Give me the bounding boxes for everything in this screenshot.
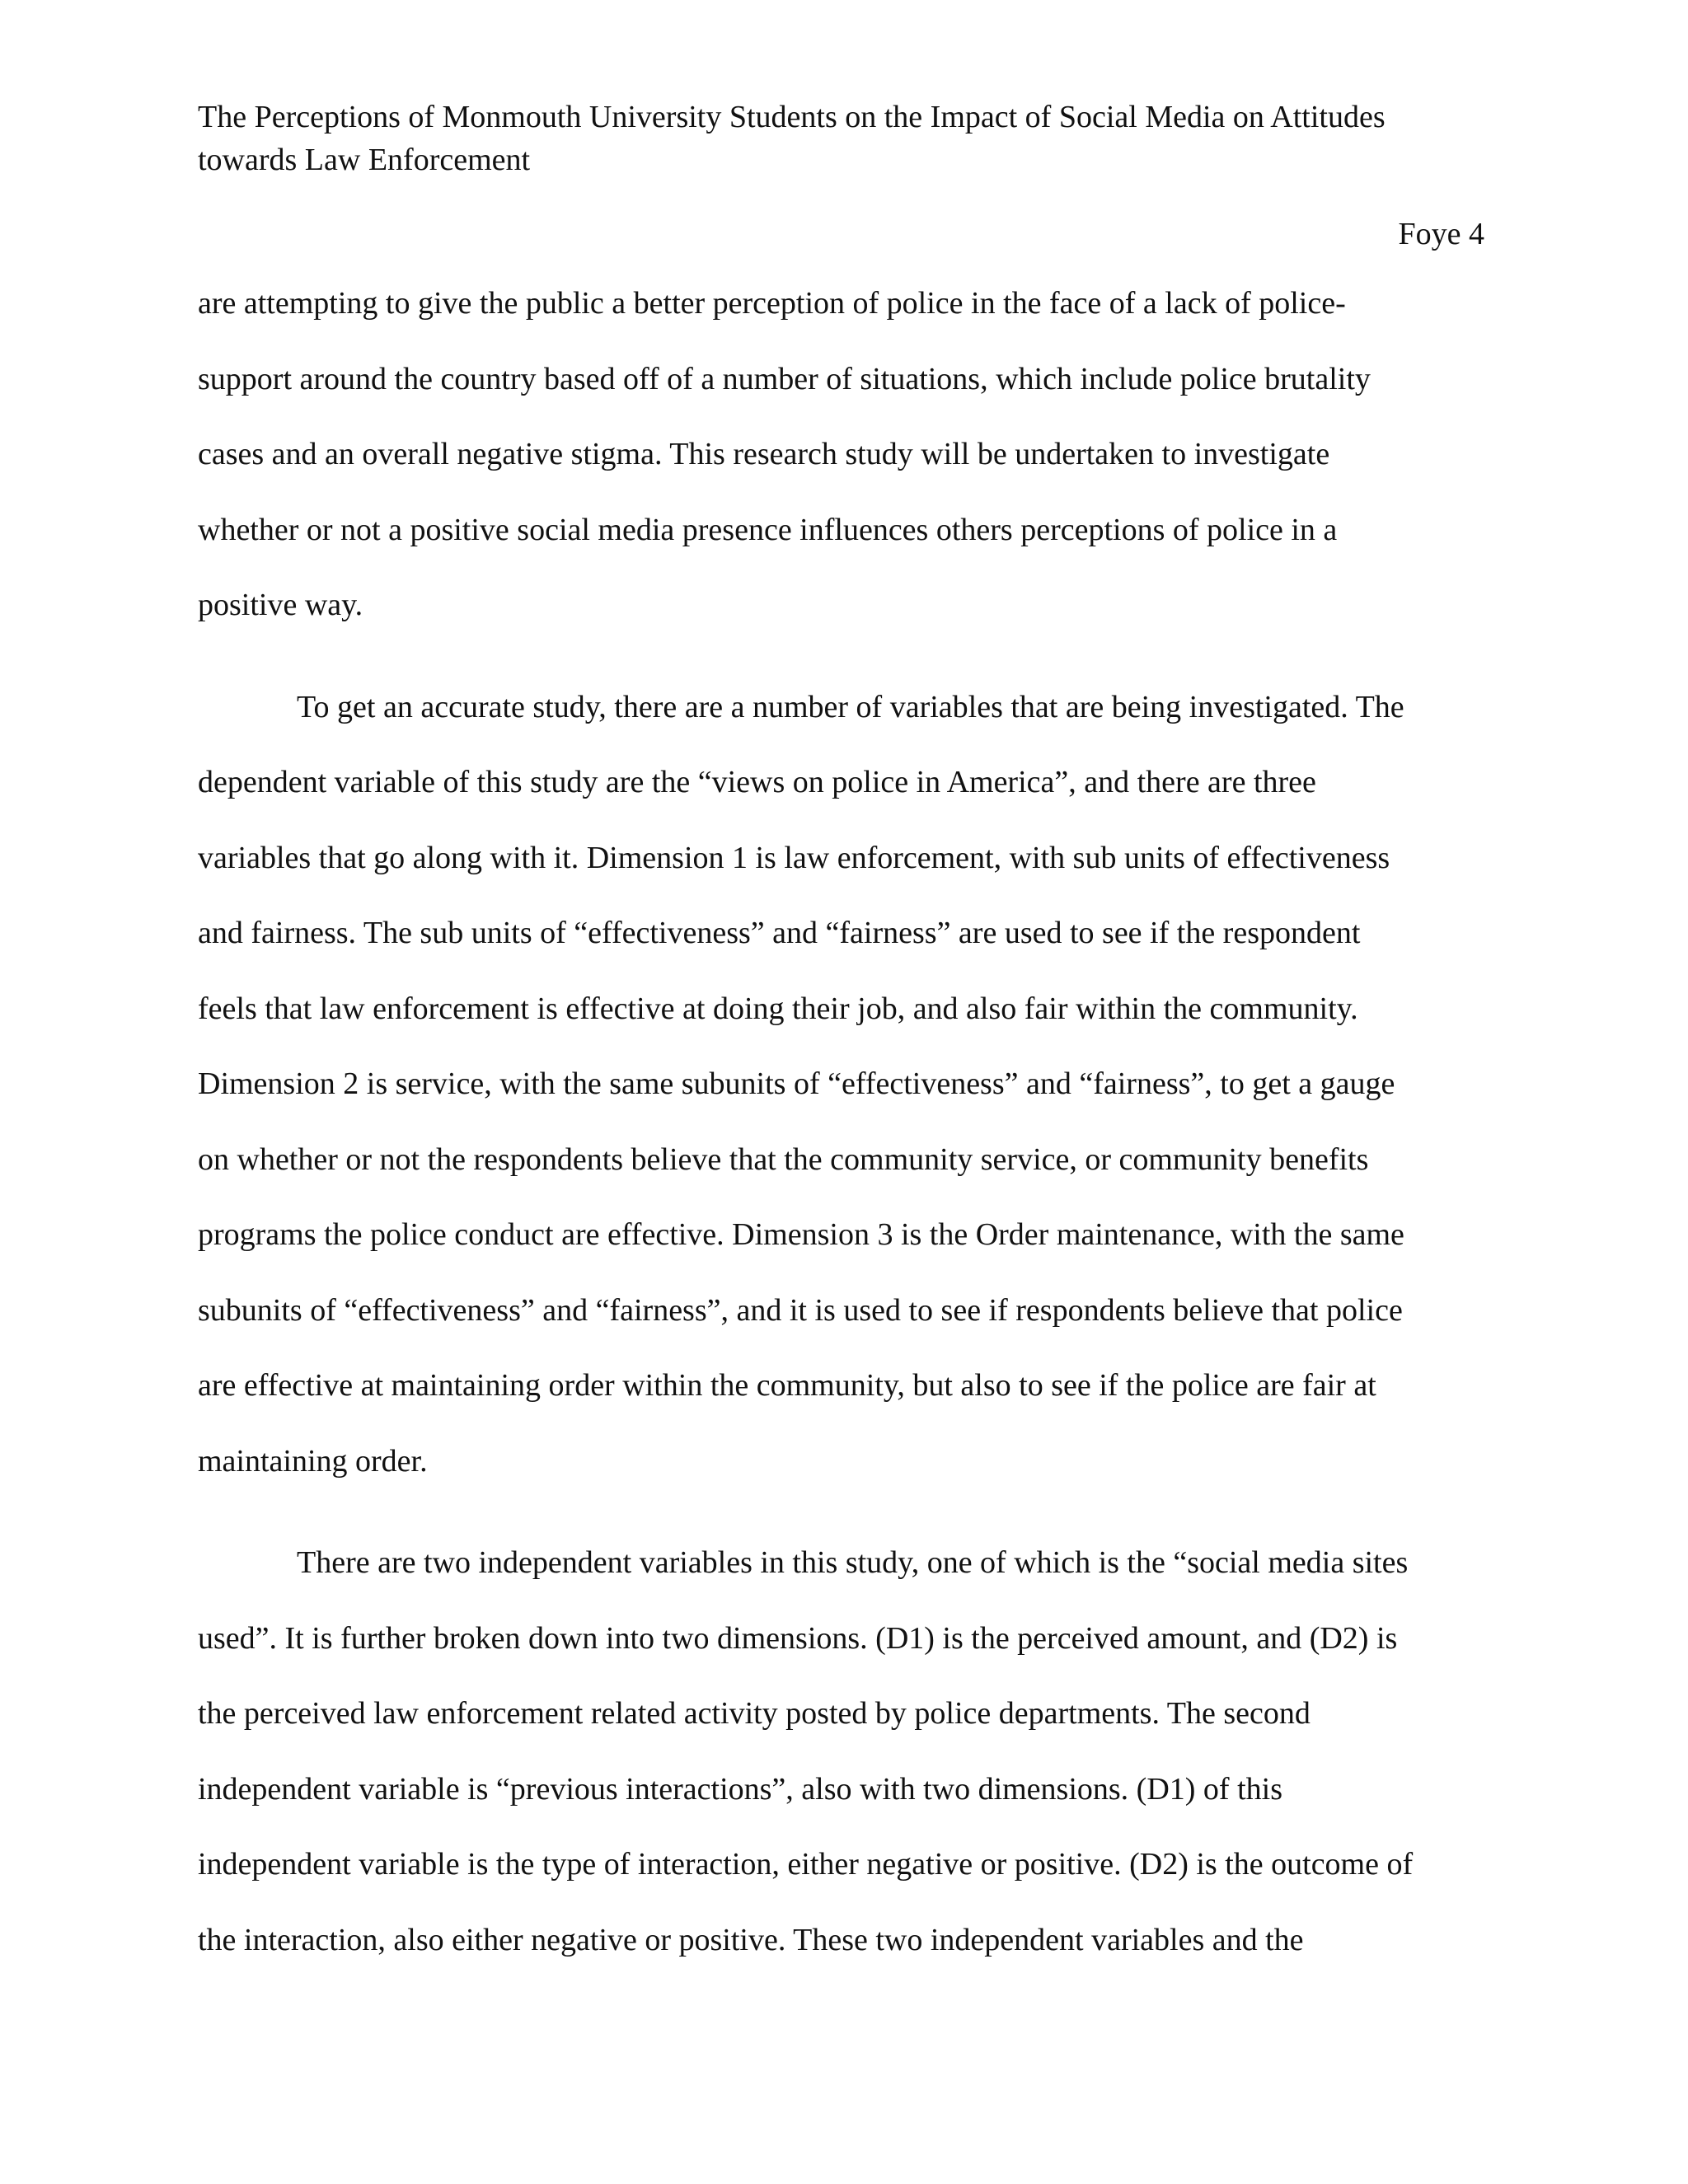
paragraph-gap xyxy=(198,659,1500,686)
paragraph-line: independent variable is the type of interaction, either negative or positive. (D2) is the outcome of xyxy=(198,1847,1414,1882)
paragraph-line: positive way. xyxy=(198,588,363,622)
paragraph-line: independent variable is “previous interactions”, also with two dimensions. (D1) of this xyxy=(198,1771,1282,1807)
paragraph-line: subunits of “effectiveness” and “fairness”, and it is used to see if respondents believe that police xyxy=(198,1292,1403,1328)
paragraph-line: programs the police conduct are effective. Dimension 3 is the Order maintenance, with the same xyxy=(198,1217,1404,1252)
running-head-title-line-1: The Perceptions of Monmouth University Students on the Impact of Social Media on Attitudes xyxy=(198,100,1386,134)
running-head xyxy=(198,96,1484,181)
running-head-title-line-2: towards Law Enforcement xyxy=(198,143,531,177)
paragraph-line: whether or not a positive social media presence influences others perceptions of police in a xyxy=(198,512,1338,547)
paragraph-line: cases and an overall negative stigma. This research study will be undertaken to investigate xyxy=(198,437,1330,471)
paragraph-3 xyxy=(198,1541,1500,1961)
paragraph-gap xyxy=(198,1515,1500,1541)
paragraph-line: dependent variable of this study are the “views on police in America”, and there are three xyxy=(198,765,1316,799)
page-number: Foye 4 xyxy=(1398,217,1484,251)
paragraph-line: are attempting to give the public a better perception of police in the face of a lack of police- xyxy=(198,286,1346,321)
paragraph-line: feels that law enforcement is effective at doing their job, and also fair within the community. xyxy=(198,991,1358,1026)
paragraph-line: on whether or not the respondents believe that the community service, or community benefits xyxy=(198,1141,1369,1177)
paragraph-line: support around the country based off of a number of situations, which include police brutality xyxy=(198,361,1371,396)
paragraph-line: the interaction, also either negative or positive. These two independent variables and the xyxy=(198,1922,1304,1957)
paragraph-line: used”. It is further broken down into two dimensions. (D1) is the perceived amount, and (D2) is xyxy=(198,1620,1398,1656)
paragraph-1 xyxy=(198,282,1500,626)
paragraph-2 xyxy=(198,686,1500,1483)
paragraph-line: To get an accurate study, there are a number of variables that are being investigated. The xyxy=(297,689,1404,724)
paragraph-line: maintaining order. xyxy=(198,1443,428,1479)
body-text xyxy=(198,282,1500,1994)
paragraph-line: and fairness. The sub units of “effectiveness” and “fairness” are used to see if the respondent xyxy=(198,916,1361,950)
paragraph-line: variables that go along with it. Dimension 1 is law enforcement, with sub units of effectiveness xyxy=(198,840,1390,875)
paragraph-line: There are two independent variables in this study, one of which is the “social media sites xyxy=(297,1545,1409,1580)
paragraph-line: are effective at maintaining order within the community, but also to see if the police are fair at xyxy=(198,1368,1376,1403)
paragraph-line: Dimension 2 is service, with the same subunits of “effectiveness” and “fairness”, to get a gauge xyxy=(198,1066,1395,1101)
paragraph-line: the perceived law enforcement related activity posted by police departments. The second xyxy=(198,1696,1311,1731)
